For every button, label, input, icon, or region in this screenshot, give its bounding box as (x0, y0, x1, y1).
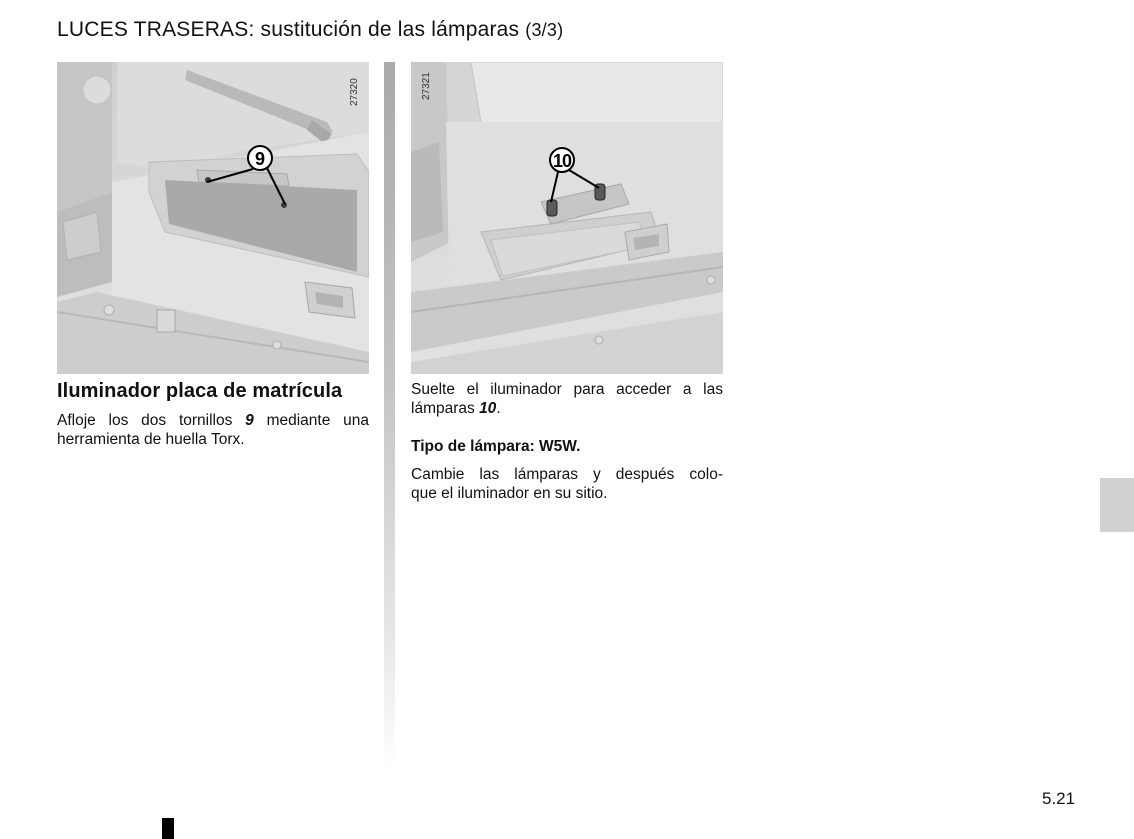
crop-mark (162, 818, 174, 839)
section-tab (1100, 478, 1134, 532)
figure-number-plate-screws (57, 62, 369, 374)
lamp-type: Tipo de lámpara: W5W. (411, 438, 581, 455)
ref-screw-number: 9 (245, 412, 254, 429)
text-span: Afloje los dos tornillos (57, 412, 233, 429)
paragraph-line: Suelte el iluminador para acceder a las (411, 381, 723, 398)
paragraph-line (411, 399, 723, 418)
ref-lamp-number: 10 (479, 400, 497, 417)
page-title (57, 18, 563, 42)
paragraph-line: herramienta de huella Torx. (57, 431, 245, 448)
tailgate-illustration-left (57, 62, 369, 374)
instructions-lamps (411, 380, 723, 418)
paragraph-line: Cambie las lámparas y después colo- (411, 466, 723, 483)
page-title-main: LUCES TRASERAS: sustitución de las lámparas (57, 18, 520, 41)
paragraph-line (57, 411, 369, 430)
page-number: 5.21 (1042, 789, 1076, 808)
text-span: . (496, 400, 501, 417)
instructions-screws (57, 411, 369, 449)
paragraph-line: que el iluminador en su sitio. (411, 485, 608, 502)
tailgate-illustration-right (411, 62, 723, 374)
figure-lamps (411, 62, 723, 374)
instructions-replace (411, 465, 723, 503)
section-heading: Iluminador placa de matrícula (57, 380, 343, 402)
figure-ref-code: 27320 (349, 78, 360, 106)
column-divider (384, 62, 395, 772)
figure-ref-code: 27321 (421, 72, 432, 100)
text-span: mediante una (266, 412, 369, 429)
page-title-part: (3/3) (525, 20, 564, 40)
callout-10: 10 (552, 151, 572, 171)
callout-9: 9 (254, 149, 266, 169)
text-span: lámparas (411, 400, 475, 417)
